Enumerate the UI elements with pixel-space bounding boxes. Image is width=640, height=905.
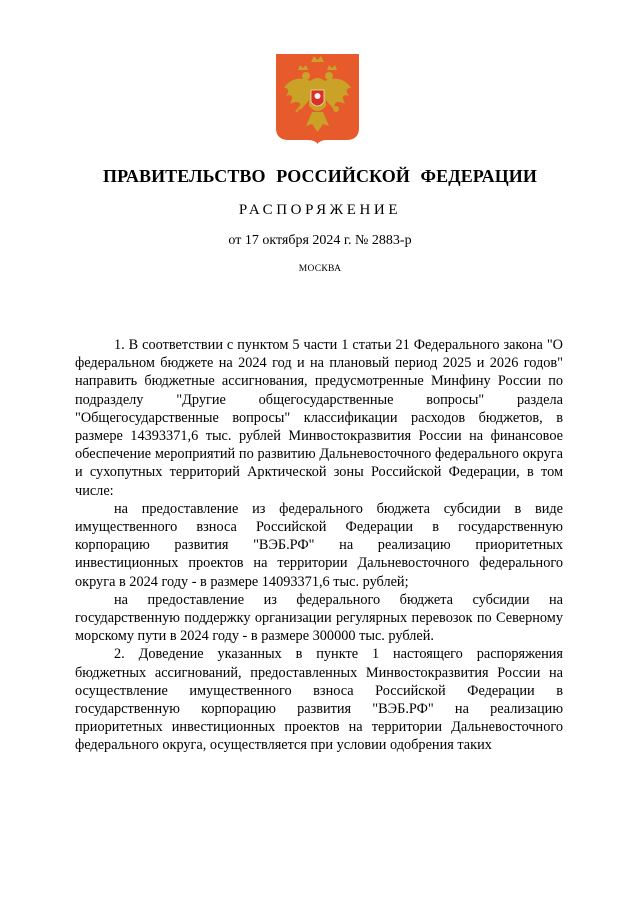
document-date-number: от 17 октября 2024 г. № 2883-р	[228, 233, 412, 248]
paragraph-1-subitem-1: на предоставление из федерального бюджета субсидии в виде имущественного взноса Российской Федерации в государственную корпорацию развития "ВЭБ.РФ" на реализацию приоритетных инвестиционных проектов на территории Дальневосточного федерального округа в 2024 году - в размере 14093371,6 тыс. рублей;	[75, 500, 563, 590]
government-title: ПРАВИТЕЛЬСТВО РОССИЙСКОЙ ФЕДЕРАЦИИ	[102, 166, 537, 186]
document-type: РАСПОРЯЖЕНИЕ	[238, 202, 402, 218]
document-body	[75, 336, 563, 755]
paragraph-1-subitem-2: на предоставление из федерального бюджета субсидии на государственную поддержку организации регулярных перевозок по Северному морскому пути в 2024 году - в размере 300000 тыс. рублей.	[75, 591, 563, 645]
paragraph-1: 1. В соответствии с пунктом 5 части 1 статьи 21 Федерального закона "О федеральном бюджете на 2024 год и на плановый период 2025 и 2026 годов" направить бюджетные ассигнования, предусмотренные Минфину России по подразделу "Другие общегосударственные вопросы" раздела "Общегосударственные вопросы" классификации расходов бюджетов, в размере 14393371,6 тыс. рублей Минвостокразвития России на финансовое обеспечение мероприятий по развитию Дальневосточного федерального округа и сухопутных территорий Арктической зоны Российской Федерации, в том числе:	[75, 337, 563, 499]
coat-of-arms-icon	[276, 54, 359, 144]
paragraph-2: 2. Доведение указанных в пункте 1 настоящего распоряжения бюджетных ассигнований, предоставленных Минвостокразвития России на осуществление имущественного взноса Российской Федерации в государственную корпорацию развития "ВЭБ.РФ" на реализацию приоритетных инвестиционных проектов на территории Дальневосточного федерального округа, осуществляется при условии одобрения таких	[75, 646, 563, 754]
document-city: МОСКВА	[298, 264, 342, 274]
